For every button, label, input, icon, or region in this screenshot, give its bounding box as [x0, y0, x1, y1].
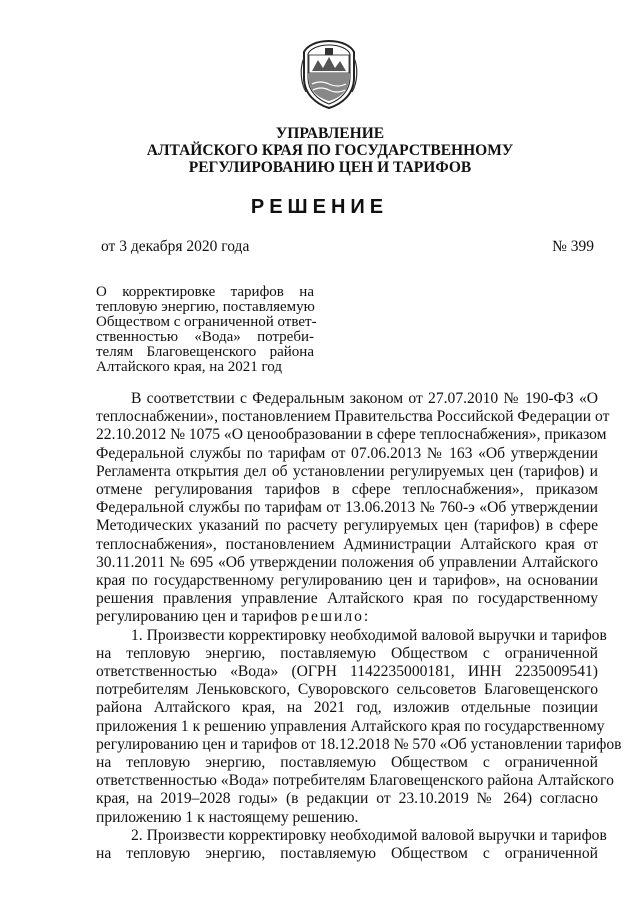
- subject-line: Алтайского края, на 2021 год: [96, 359, 282, 375]
- item1-line: края, на 2019–2028 годы» (в редакции от 23.10.2019 № 264) согласно: [96, 790, 598, 808]
- item1-line: приложения 1 к решению управления Алтайского края по государственному: [96, 717, 605, 735]
- subject-line: Обществом с ограниченной ответ-: [96, 314, 317, 330]
- decided-word: решило: [301, 608, 364, 626]
- item2-line: 2. Произвести корректировку необходимой валовой выручки и тарифов: [131, 826, 607, 844]
- authority-name: [90, 125, 570, 176]
- body-line: 22.10.2012 № 1075 «О ценообразовании в сфере теплоснабжения», приказом: [96, 426, 607, 444]
- body-line: теплоснабжении», постановлением Правительства Российской Федерации от: [96, 408, 610, 426]
- body-line: В соответствии с Федеральным законом от 27.07.2010 № 190-ФЗ «О: [131, 390, 598, 407]
- subject-line: тепловую энергию, поставляемую: [96, 299, 315, 315]
- subject-line: ственностью «Вода» потреби-: [96, 329, 314, 345]
- item1-line: на тепловую энергию, поставляемую Обществом с ограниченной: [96, 754, 598, 772]
- body-line: теплоснабжения», постановлением Администрации Алтайского края от: [96, 535, 598, 553]
- body-line: 30.11.2011 № 695 «Об утверждении положения об управлении Алтайского: [96, 553, 598, 571]
- item1-line: ответственностью «Вода» потребителям Благовещенского района Алтайского: [96, 772, 614, 790]
- item1-line: 1. Произвести корректировку необходимой валовой выручки и тарифов: [131, 626, 607, 644]
- coat-of-arms-icon: [298, 38, 360, 110]
- item1-line: регулированию цен и тарифов от 18.12.2018 № 570 «Об установлении тарифов: [96, 735, 622, 753]
- body-line: решения правления управление Алтайского края по государственному: [96, 590, 598, 608]
- item1-line: района Алтайского края, на 2021 год, изложив отдельные позиции: [96, 699, 598, 717]
- body-line-decision: [96, 608, 598, 626]
- document-date: от 3 декабря 2020 года: [101, 238, 250, 255]
- body-line: отмене регулирования тарифов в сфере теплоснабжения», приказом: [96, 481, 598, 499]
- item2-line: на тепловую энергию, поставляемую Обществом с ограниченной: [96, 845, 598, 863]
- body-line: Методических указаний по расчету регулируемых цен (тарифов) в сфере: [96, 517, 598, 535]
- authority-line: УПРАВЛЕНИЕ: [275, 125, 385, 142]
- body-line: Федеральной службы по тарифам от 07.06.2013 № 163 «Об утверждении: [96, 444, 598, 462]
- authority-line: АЛТАЙСКОГО КРАЯ ПО ГОСУДАРСТВЕННОМУ: [146, 142, 514, 159]
- authority-line: РЕГУЛИРОВАНИЮ ЦЕН И ТАРИФОВ: [188, 159, 472, 176]
- body-line: Федеральной службы по тарифам от 13.06.2013 № 760-э «Об утверждении: [96, 499, 598, 517]
- document-title: РЕШЕНИЕ: [250, 196, 389, 218]
- subject-block: [96, 284, 317, 375]
- item1-line: ответственностью «Вода» (ОГРН 1142235000181, ИНН 2235009541): [96, 663, 598, 681]
- subject-line: телям Благовещенского района: [96, 344, 314, 360]
- decision-colon: :: [363, 608, 369, 626]
- decision-prefix: регулированию цен и тарифов: [96, 608, 302, 626]
- item1-line: на тепловую энергию, поставляемую Обществом с ограниченной: [96, 644, 598, 662]
- document-number: № 399: [552, 238, 594, 255]
- document-body: [96, 390, 622, 863]
- body-line: края по государственному регулированию цен и тарифов», на основании: [96, 572, 598, 590]
- body-line: Регламента открытия дел об установлении регулируемых цен (тарифов) и: [96, 462, 598, 480]
- item1-line: потребителям Леньковского, Суворовского сельсоветов Благовещенского: [96, 681, 598, 699]
- item1-line: приложению 1 к настоящему решению.: [96, 808, 359, 826]
- subject-line: О корректировке тарифов на: [96, 284, 314, 300]
